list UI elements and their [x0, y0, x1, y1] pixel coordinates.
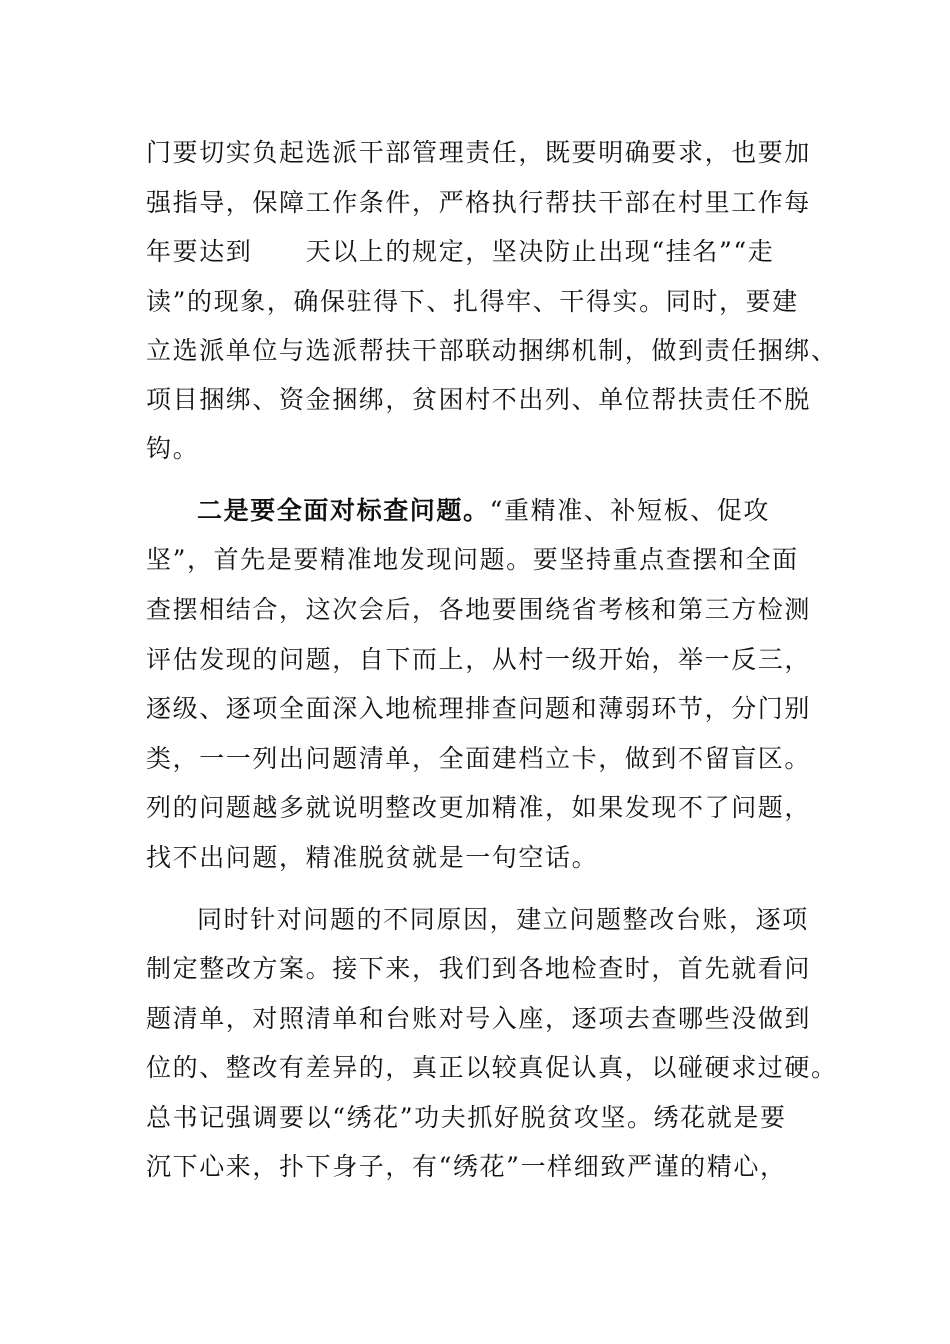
paragraph-line: 立选派单位与选派帮扶干部联动捆绑机制，做到责任捆绑、 [146, 336, 838, 365]
paragraph-line: 列的问题越多就说明整改更加精准，如果发现不了问题， [146, 793, 812, 822]
paragraph-line-rest: “重精准、补短板、促攻 [489, 496, 770, 525]
section-heading: 二是要全面对标查问题。 [197, 496, 490, 525]
paragraph-line: 年要达到 天以上的规定，坚决防止出现“挂名”“走 [146, 237, 775, 266]
paragraph-line: 评估发现的问题，自下而上，从村一级开始，举一反三， [146, 645, 812, 674]
paragraph-line: 项目捆绑、资金捆绑，贫困村不出列、单位帮扶责任不脱 [146, 385, 812, 414]
paragraph-line: 强指导，保障工作条件，严格执行帮扶干部在村里工作每 [146, 188, 812, 217]
paragraph-line: 读”的现象，确保驻得下、扎得牢、干得实。同时，要建 [146, 287, 799, 316]
paragraph-line: 逐级、逐项全面深入地梳理排查问题和薄弱环节，分门别 [146, 694, 812, 723]
paragraph-line: 找不出问题，精准脱贫就是一句空话。 [146, 843, 599, 872]
paragraph-line: 坚”，首先是要精准地发现问题。要坚持重点查摆和全面 [146, 545, 799, 574]
paragraph-first-line [197, 496, 770, 526]
paragraph-line: 钩。 [146, 434, 200, 463]
paragraph-line: 查摆相结合，这次会后，各地要围绕省考核和第三方检测 [146, 595, 812, 624]
paragraph-line: 同时针对问题的不同原因，建立问题整改台账，逐项 [197, 905, 809, 934]
paragraph-line: 题清单，对照清单和台账对号入座，逐项去查哪些没做到 [146, 1004, 812, 1033]
paragraph-line: 总书记强调要以“绣花”功夫抓好脱贫攻坚。绣花就是要 [146, 1103, 787, 1132]
paragraph-line: 位的、整改有差异的，真正以较真促认真，以碰硬求过硬。 [146, 1053, 838, 1082]
paragraph-line: 门要切实负起选派干部管理责任，既要明确要求，也要加 [146, 138, 812, 167]
paragraph-line: 沉下心来，扑下身子，有“绣花”一样细致严谨的精心， [146, 1152, 787, 1181]
paragraph-line: 制定整改方案。接下来，我们到各地检查时，首先就看问 [146, 954, 812, 983]
paragraph-line: 类，一一列出问题清单，全面建档立卡，做到不留盲区。 [146, 744, 812, 773]
